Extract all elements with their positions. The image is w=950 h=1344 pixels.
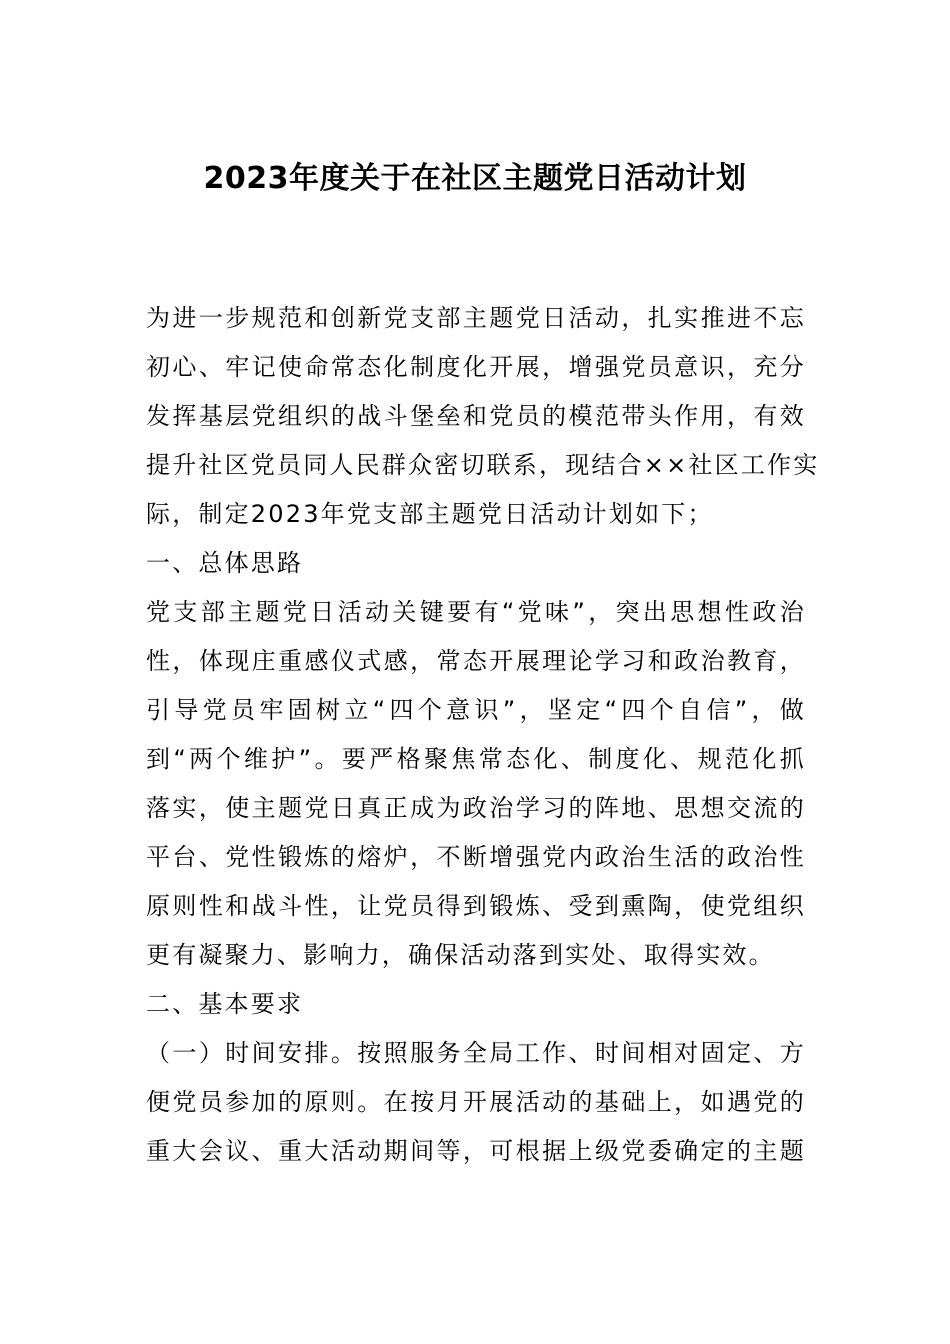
- paragraph-time: [146, 1029, 806, 1176]
- text-line: 性，体现庄重感仪式感，常态开展理论学习和政治教育，: [146, 647, 806, 675]
- heading-text: 二、基本要求: [146, 990, 304, 1018]
- text-line: 党支部主题党日活动关键要有“党味”，突出思想性政治: [146, 598, 806, 626]
- paragraph-intro: [146, 294, 820, 539]
- text-line: 落实，使主题党日真正成为政治学习的阵地、思想交流的: [146, 794, 806, 822]
- text-line: 际，制定2023年党支部主题党日活动计划如下；: [146, 500, 714, 528]
- text-line: 重大会议、重大活动期间等，可根据上级党委确定的主题: [146, 1137, 806, 1165]
- text-line: 引导党员牢固树立“四个意识”，坚定“四个自信”，做: [146, 696, 806, 724]
- section-heading-requirements: [146, 980, 806, 1029]
- section-heading-overall: [146, 539, 806, 588]
- text-line: 平台、党性锻炼的熔炉，不断增强党内政治生活的政治性: [146, 843, 806, 871]
- text-line: 发挥基层党组织的战斗堡垒和党员的模范带头作用，有效: [146, 402, 806, 430]
- text-line: （一）时间安排。按照服务全局工作、时间相对固定、方: [146, 1039, 806, 1067]
- heading-text: 一、总体思路: [146, 549, 304, 577]
- text-line: 初心、牢记使命常态化制度化开展，增强党员意识，充分: [146, 353, 806, 381]
- text-line: 为进一步规范和创新党支部主题党日活动，扎实推进不忘: [146, 304, 806, 332]
- text-line: 便党员参加的原则。在按月开展活动的基础上，如遇党的: [146, 1088, 806, 1116]
- paragraph-overall: [146, 588, 806, 980]
- document-title: 2023年度关于在社区主题党日活动计划: [203, 161, 747, 196]
- text-line: 原则性和战斗性，让党员得到锻炼、受到熏陶，使党组织: [146, 892, 806, 920]
- text-line: 提升社区党员同人民群众密切联系，现结合××社区工作实: [146, 451, 820, 479]
- text-line: 到“两个维护”。要严格聚焦常态化、制度化、规范化抓: [146, 745, 806, 773]
- text-line: 更有凝聚力、影响力，确保活动落到实处、取得实效。: [146, 941, 775, 969]
